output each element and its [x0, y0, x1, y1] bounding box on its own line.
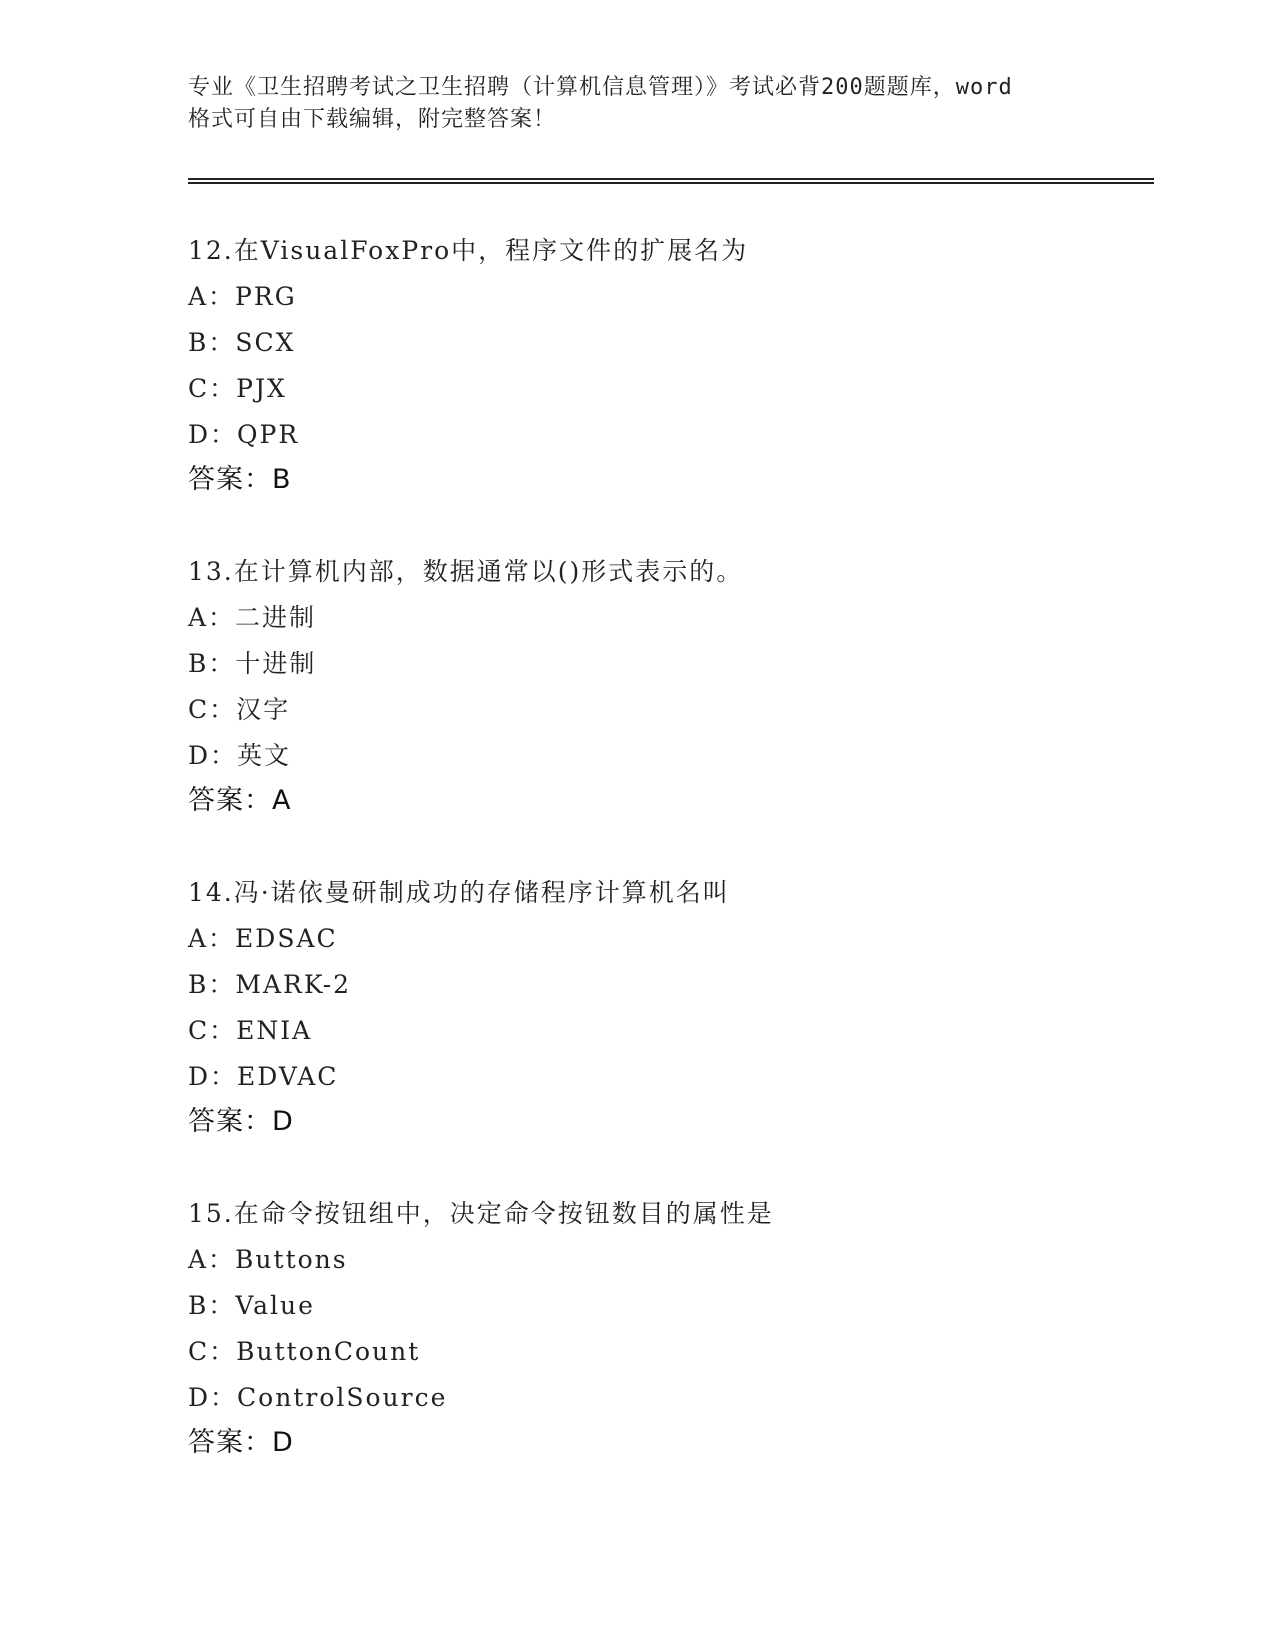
question-title: 15.在命令按钮组中，决定命令按钮数目的属性是 [188, 1199, 774, 1228]
question-12 [188, 228, 1148, 504]
header-line-1: 专业《卫生招聘考试之卫生招聘（计算机信息管理）》考试必背200题题库，word [188, 75, 1013, 100]
option-b: B：MARK-2 [188, 970, 352, 999]
document-header [188, 72, 1088, 136]
option-d: D：QPR [188, 420, 300, 449]
answer: 答案：D [188, 1427, 294, 1458]
option-b: B：Value [188, 1291, 315, 1320]
option-c: C：ButtonCount [188, 1337, 421, 1366]
option-d: D：英文 [188, 741, 292, 770]
answer: 答案：D [188, 1106, 294, 1137]
question-15 [188, 1191, 1148, 1467]
option-b: B：SCX [188, 328, 296, 357]
question-title: 14.冯·诺依曼研制成功的存储程序计算机名叫 [188, 878, 730, 907]
question-14 [188, 870, 1148, 1146]
option-a: A：PRG [188, 282, 297, 311]
option-c: C：ENIA [188, 1016, 313, 1045]
option-d: D：EDVAC [188, 1062, 339, 1091]
question-13 [188, 549, 1148, 825]
question-title: 12.在VisualFoxPro中，程序文件的扩展名为 [188, 236, 749, 265]
option-c: C：汉字 [188, 695, 291, 724]
answer: 答案：A [188, 785, 292, 816]
option-c: C：PJX [188, 374, 287, 403]
option-a: A：EDSAC [188, 924, 338, 953]
option-d: D：ControlSource [188, 1383, 448, 1412]
header-line-2: 格式可自由下载编辑，附完整答案！ [188, 107, 557, 132]
answer: 答案：B [188, 464, 292, 495]
option-a: A：Buttons [188, 1245, 348, 1274]
header-double-rule [188, 178, 1154, 184]
option-b: B：十进制 [188, 649, 317, 678]
question-title: 13.在计算机内部，数据通常以()形式表示的。 [188, 557, 744, 586]
option-a: A：二进制 [188, 603, 317, 632]
